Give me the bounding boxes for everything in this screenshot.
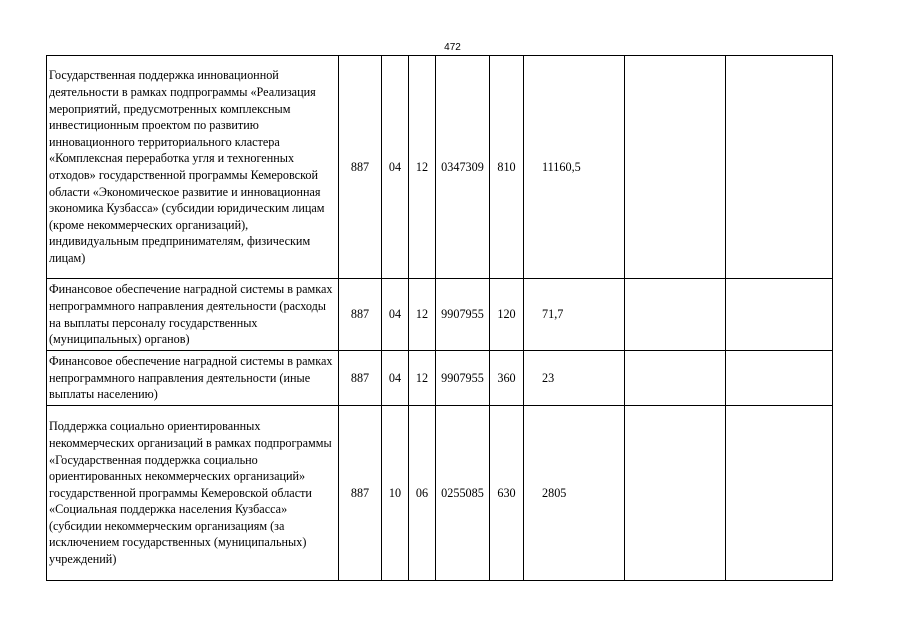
sum-cell-empty: [625, 279, 726, 351]
row-description: Финансовое обеспечение наградной системы в рамках непрограммного направления деятельности (расходы на выплаты персоналу государственных (муниципальных) органов): [47, 279, 339, 351]
sum-cell-empty: [726, 279, 833, 351]
sum-cell-empty: [625, 406, 726, 581]
ministry-code: 887: [339, 279, 382, 351]
target-article-code: 0255085: [436, 406, 490, 581]
subsection-code: 12: [409, 351, 436, 406]
table-row: [47, 351, 833, 406]
expense-type-code: 630: [490, 406, 524, 581]
sum-cell-empty: [625, 351, 726, 406]
row-description: Государственная поддержка инновационной деятельности в рамках подпрограммы «Реализация мероприятий, предусмотренных комплексным инвестиционным проектом по развитию инновационного территориального кластера «Комплексная переработка угля и техногенных отходов» государственной программы Кемеровской области «Экономическое развитие и инновационная экономика Кузбасса» (субсидии юридическим лицам (кроме некоммерческих организаций), индивидуальным предпринимателям, физическим лицам): [47, 56, 339, 279]
section-code: 04: [382, 351, 409, 406]
sum-cell-empty: [625, 56, 726, 279]
target-article-code: 9907955: [436, 351, 490, 406]
target-article-code: 9907955: [436, 279, 490, 351]
expense-type-code: 810: [490, 56, 524, 279]
section-code: 04: [382, 279, 409, 351]
subsection-code: 12: [409, 56, 436, 279]
sum-cell: 11160,5: [524, 56, 625, 279]
target-article-code: 0347309: [436, 56, 490, 279]
ministry-code: 887: [339, 406, 382, 581]
subsection-code: 12: [409, 279, 436, 351]
page-number: 472: [444, 42, 461, 53]
row-description: Финансовое обеспечение наградной системы в рамках непрограммного направления деятельности (иные выплаты населению): [47, 351, 339, 406]
ministry-code: 887: [339, 56, 382, 279]
table-row: [47, 279, 833, 351]
table-row: [47, 406, 833, 581]
sum-cell: 23: [524, 351, 625, 406]
sum-cell-empty: [726, 56, 833, 279]
expense-type-code: 120: [490, 279, 524, 351]
subsection-code: 06: [409, 406, 436, 581]
expense-type-code: 360: [490, 351, 524, 406]
sum-cell: 2805: [524, 406, 625, 581]
budget-table: [46, 55, 833, 581]
sum-cell-empty: [726, 406, 833, 581]
ministry-code: 887: [339, 351, 382, 406]
sum-cell-empty: [726, 351, 833, 406]
row-description: Поддержка социально ориентированных некоммерческих организаций в рамках подпрограммы «Государственная поддержка социально ориентированных некоммерческих организаций» государственной программы Кемеровской области «Социальная поддержка населения Кузбасса» (субсидии некоммерческим организациям (за исключением государственных (муниципальных) учреждений): [47, 406, 339, 581]
section-code: 04: [382, 56, 409, 279]
sum-cell: 71,7: [524, 279, 625, 351]
section-code: 10: [382, 406, 409, 581]
table-row: [47, 56, 833, 279]
